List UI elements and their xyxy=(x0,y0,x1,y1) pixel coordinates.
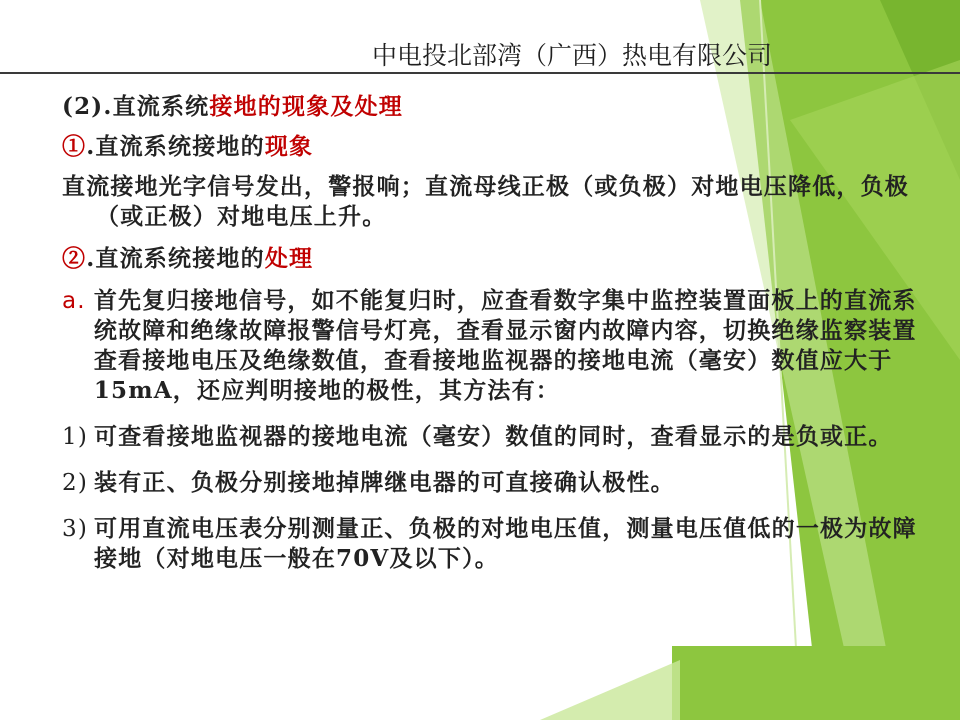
item-a-text: 首先复归接地信号，如不能复归时，应查看数字集中监控装置面板上的直流系统故障和绝缘故障报警信号灯亮，查看显示窗内故障内容，切换绝缘监察装置查看接地电压及绝缘数值，查看接地监视器的接地电流（毫安）数值应大于15mA，还应判明接地的极性，其方法有： xyxy=(93,287,917,404)
subheading-phenomenon-highlight: 现象 xyxy=(264,133,314,160)
subheading-phenomenon xyxy=(62,132,922,162)
method-3-marker: 3) xyxy=(62,516,89,542)
method-2-text: 装有正、负极分别接地掉牌继电器的可直接确认极性。 xyxy=(94,469,675,496)
green-corner-square xyxy=(672,646,960,720)
method-item xyxy=(62,468,922,498)
method-item xyxy=(62,422,922,452)
method-1-text: 可查看接地监视器的接地电流（毫安）数值的同时，查看显示的是负或正。 xyxy=(94,423,893,450)
company-name: 中电投北部湾（广西）热电有限公司 xyxy=(372,41,773,70)
heading-prefix: (2).直流系统 xyxy=(62,93,210,120)
heading-highlight: 接地的现象及处理 xyxy=(209,93,403,120)
item-a-marker: a. xyxy=(62,288,86,314)
method-1-marker: 1) xyxy=(62,424,89,450)
method-item xyxy=(62,514,922,574)
section-heading xyxy=(62,92,922,122)
circled-two-marker: ② xyxy=(62,245,87,272)
subheading-handling-highlight: 处理 xyxy=(264,245,314,272)
green-corner-triangle xyxy=(540,660,680,720)
method-2-marker: 2) xyxy=(62,470,89,496)
phenomenon-paragraph: 直流接地光字信号发出，警报响；直流母线正极（或负极）对地电压降低，负极（或正极）对地电压上升。 xyxy=(62,173,909,230)
handling-item-a xyxy=(62,286,922,406)
subheading-phenomenon-text: .直流系统接地的 xyxy=(86,133,265,160)
subheading-handling-text: .直流系统接地的 xyxy=(86,245,265,272)
method-3-text: 可用直流电压表分别测量正、负极的对地电压值，测量电压值低的一极为故障接地（对地电压一般在70V及以下）。 xyxy=(94,515,917,572)
subheading-handling xyxy=(62,244,922,274)
circled-one-marker: ① xyxy=(62,133,87,160)
slide-content xyxy=(62,92,922,574)
header-divider xyxy=(0,72,960,74)
